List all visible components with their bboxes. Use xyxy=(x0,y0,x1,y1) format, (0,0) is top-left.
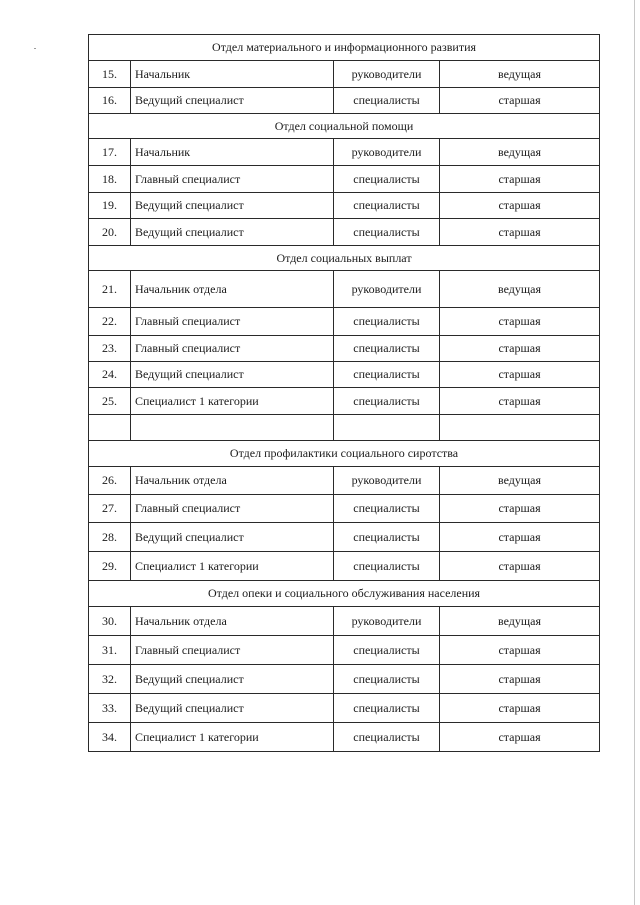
table-row xyxy=(89,552,600,581)
section-title: Отдел профилактики социального сиротства xyxy=(89,441,600,467)
table-row xyxy=(89,415,600,441)
position-name: Ведущий специалист xyxy=(131,694,334,723)
row-number: 22. xyxy=(89,308,131,336)
position-group: специалисты xyxy=(334,388,440,415)
position-category: старшая xyxy=(440,219,600,246)
position-name: Начальник отдела xyxy=(131,607,334,636)
position-category: ведущая xyxy=(440,139,600,166)
position-group: руководители xyxy=(334,271,440,308)
table-row xyxy=(89,607,600,636)
table-row xyxy=(89,308,600,336)
position-group: специалисты xyxy=(334,694,440,723)
row-number xyxy=(89,415,131,441)
position-category: старшая xyxy=(440,166,600,193)
position-name: Главный специалист xyxy=(131,636,334,665)
position-group: специалисты xyxy=(334,523,440,552)
position-name: Начальник отдела xyxy=(131,467,334,495)
position-name: Ведущий специалист xyxy=(131,193,334,219)
position-name: Специалист 1 категории xyxy=(131,388,334,415)
position-category: старшая xyxy=(440,723,600,752)
staff-positions-table xyxy=(88,34,600,752)
position-group: специалисты xyxy=(334,636,440,665)
row-number: 19. xyxy=(89,193,131,219)
staff-table-body xyxy=(89,35,600,752)
position-name: Начальник xyxy=(131,61,334,88)
row-number: 27. xyxy=(89,495,131,523)
position-category: старшая xyxy=(440,193,600,219)
row-number: 20. xyxy=(89,219,131,246)
row-number: 15. xyxy=(89,61,131,88)
table-row xyxy=(89,61,600,88)
row-number: 28. xyxy=(89,523,131,552)
row-number: 23. xyxy=(89,336,131,362)
row-number: 33. xyxy=(89,694,131,723)
position-group: специалисты xyxy=(334,495,440,523)
position-name: Специалист 1 категории xyxy=(131,723,334,752)
position-category: ведущая xyxy=(440,607,600,636)
section-header-row xyxy=(89,581,600,607)
position-name: Ведущий специалист xyxy=(131,362,334,388)
position-name: Специалист 1 категории xyxy=(131,552,334,581)
position-category: старшая xyxy=(440,552,600,581)
row-number: 25. xyxy=(89,388,131,415)
position-name: Ведущий специалист xyxy=(131,665,334,694)
position-category: старшая xyxy=(440,88,600,114)
table-row xyxy=(89,166,600,193)
position-group: специалисты xyxy=(334,336,440,362)
position-category: старшая xyxy=(440,636,600,665)
position-group xyxy=(334,415,440,441)
table-row xyxy=(89,636,600,665)
position-group: специалисты xyxy=(334,308,440,336)
position-name: Начальник отдела xyxy=(131,271,334,308)
section-header-row xyxy=(89,35,600,61)
table-row xyxy=(89,523,600,552)
position-group: руководители xyxy=(334,61,440,88)
position-group: руководители xyxy=(334,607,440,636)
scan-mark xyxy=(34,48,36,49)
position-name xyxy=(131,415,334,441)
row-number: 34. xyxy=(89,723,131,752)
section-header-row xyxy=(89,441,600,467)
position-category: старшая xyxy=(440,336,600,362)
position-group: специалисты xyxy=(334,362,440,388)
section-header-row xyxy=(89,246,600,271)
position-category: ведущая xyxy=(440,61,600,88)
position-group: специалисты xyxy=(334,552,440,581)
table-row xyxy=(89,665,600,694)
table-row xyxy=(89,495,600,523)
position-name: Главный специалист xyxy=(131,495,334,523)
position-name: Ведущий специалист xyxy=(131,88,334,114)
position-name: Главный специалист xyxy=(131,308,334,336)
row-number: 26. xyxy=(89,467,131,495)
position-category: старшая xyxy=(440,495,600,523)
position-category: ведущая xyxy=(440,271,600,308)
row-number: 17. xyxy=(89,139,131,166)
position-group: специалисты xyxy=(334,723,440,752)
section-title: Отдел социальных выплат xyxy=(89,246,600,271)
row-number: 16. xyxy=(89,88,131,114)
position-group: руководители xyxy=(334,139,440,166)
row-number: 32. xyxy=(89,665,131,694)
row-number: 29. xyxy=(89,552,131,581)
position-name: Главный специалист xyxy=(131,166,334,193)
position-group: специалисты xyxy=(334,166,440,193)
position-name: Главный специалист xyxy=(131,336,334,362)
table-row xyxy=(89,723,600,752)
row-number: 30. xyxy=(89,607,131,636)
row-number: 31. xyxy=(89,636,131,665)
table-row xyxy=(89,694,600,723)
table-row xyxy=(89,193,600,219)
position-category: старшая xyxy=(440,665,600,694)
position-category: старшая xyxy=(440,308,600,336)
table-row xyxy=(89,88,600,114)
position-category: старшая xyxy=(440,694,600,723)
section-header-row xyxy=(89,114,600,139)
position-category: старшая xyxy=(440,523,600,552)
table-row xyxy=(89,271,600,308)
position-category: старшая xyxy=(440,388,600,415)
table-row xyxy=(89,388,600,415)
position-category: ведущая xyxy=(440,467,600,495)
table-row xyxy=(89,467,600,495)
position-group: специалисты xyxy=(334,88,440,114)
table-row xyxy=(89,362,600,388)
position-name: Ведущий специалист xyxy=(131,523,334,552)
position-group: специалисты xyxy=(334,665,440,694)
position-category: старшая xyxy=(440,362,600,388)
position-group: специалисты xyxy=(334,219,440,246)
page-edge-line xyxy=(634,0,635,905)
table-row xyxy=(89,219,600,246)
row-number: 21. xyxy=(89,271,131,308)
position-group: руководители xyxy=(334,467,440,495)
row-number: 24. xyxy=(89,362,131,388)
position-name: Начальник xyxy=(131,139,334,166)
position-group: специалисты xyxy=(334,193,440,219)
position-category xyxy=(440,415,600,441)
section-title: Отдел опеки и социального обслуживания населения xyxy=(89,581,600,607)
section-title: Отдел материального и информационного развития xyxy=(89,35,600,61)
row-number: 18. xyxy=(89,166,131,193)
table-row xyxy=(89,336,600,362)
table-row xyxy=(89,139,600,166)
position-name: Ведущий специалист xyxy=(131,219,334,246)
section-title: Отдел социальной помощи xyxy=(89,114,600,139)
